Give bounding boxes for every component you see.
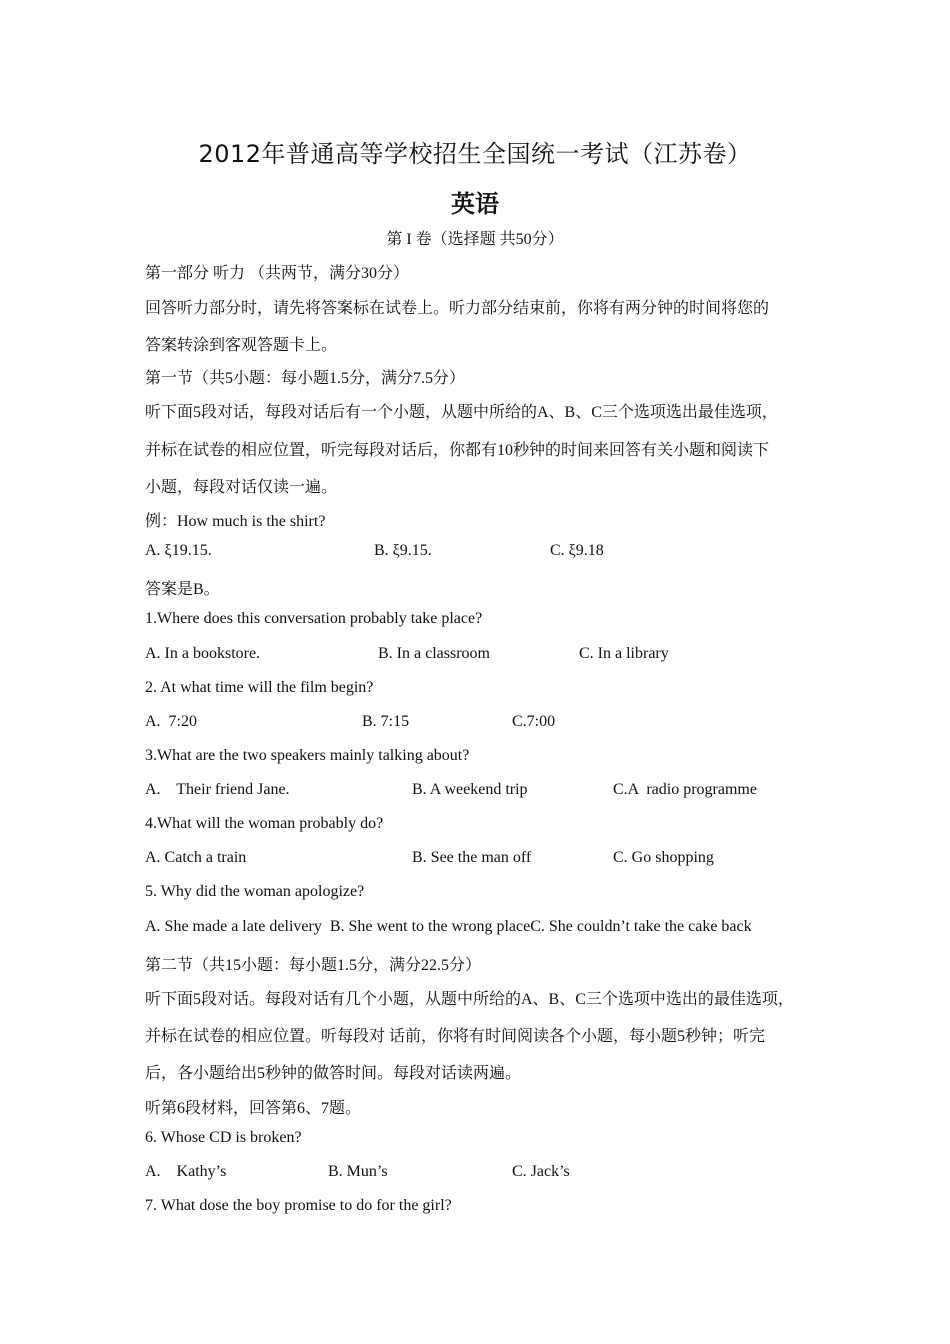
question-3-option-a: A. Their friend Jane. bbox=[145, 781, 290, 798]
example-question: 例：How much is the shirt? bbox=[145, 513, 326, 530]
section2-instruction-line-2: 并标在试卷的相应位置。听每段对 话前，你将有时间阅读各个小题，每小题5秒钟；听完 bbox=[145, 1028, 766, 1045]
question-1-option-a: A. In a bookstore. bbox=[145, 645, 261, 662]
question-5-options: A. She made a late delivery B. She went to the wrong placeC. She couldn’t take the cake back bbox=[145, 918, 752, 935]
question-4-option-b: B. See the man off bbox=[412, 849, 532, 866]
section2-instruction-line-3: 后，各小题给出5秒钟的做答时间。每段对话读两遍。 bbox=[145, 1065, 522, 1082]
volume-heading: 第 I 卷（选择题 共50分） bbox=[386, 231, 564, 248]
section1-heading: 第一节（共5小题：每小题1.5分，满分7.5分） bbox=[145, 370, 466, 387]
question-4: 4.What will the woman probably do? bbox=[145, 815, 384, 832]
question-2-option-a: A. 7:20 bbox=[145, 713, 197, 730]
question-4-option-a: A. Catch a train bbox=[145, 849, 247, 866]
question-6-option-b: B. Mun’s bbox=[328, 1163, 388, 1180]
question-2: 2. At what time will the film begin? bbox=[145, 679, 374, 696]
exam-title: 2012年普通高等学校招生全国统一考试（江苏卷） bbox=[198, 140, 752, 168]
question-6: 6. Whose CD is broken? bbox=[145, 1129, 302, 1146]
question-7: 7. What dose the boy promise to do for the girl? bbox=[145, 1197, 452, 1214]
section1-instruction-line-3: 小题，每段对话仅读一遍。 bbox=[145, 479, 338, 496]
question-4-option-c: C. Go shopping bbox=[613, 849, 714, 866]
section1-instruction-line-2: 并标在试卷的相应位置，听完每段对话后，你都有10秒钟的时间来回答有关小题和阅读下 bbox=[145, 442, 770, 459]
example-option-b: B. ξ9.15. bbox=[374, 542, 432, 559]
question-3-option-b: B. A weekend trip bbox=[412, 781, 528, 798]
question-1-option-c: C. In a library bbox=[579, 645, 669, 662]
part1-instruction-line-2: 答案转涂到客观答题卡上。 bbox=[145, 337, 338, 354]
example-answer: 答案是B。 bbox=[145, 581, 220, 598]
question-2-option-b: B. 7:15 bbox=[362, 713, 410, 730]
section1-instruction-line-1: 听下面5段对话，每段对话后有一个小题，从题中所给的A、B、C三个选项选出最佳选项， bbox=[145, 404, 778, 421]
question-5: 5. Why did the woman apologize? bbox=[145, 883, 365, 900]
question-3: 3.What are the two speakers mainly talking about? bbox=[145, 747, 470, 764]
question-2-option-c: C.7:00 bbox=[512, 713, 556, 730]
example-option-c: C. ξ9.18 bbox=[550, 542, 604, 559]
section2-instruction-line-1: 听下面5段对话。每段对话有几个小题，从题中所给的A、B、C三个选项中选出的最佳选项， bbox=[145, 991, 794, 1008]
part1-heading: 第一部分 听力 （共两节，满分30分） bbox=[145, 265, 410, 282]
question-1: 1.Where does this conversation probably take place? bbox=[145, 610, 483, 627]
subject-title: 英语 bbox=[451, 190, 499, 218]
section2-heading: 第二节（共15小题：每小题1.5分，满分22.5分） bbox=[145, 957, 482, 974]
material-6-note: 听第6段材料，回答第6、7题。 bbox=[145, 1100, 362, 1117]
part1-instruction-line-1: 回答听力部分时，请先将答案标在试卷上。听力部分结束前，你将有两分钟的时间将您的 bbox=[145, 300, 770, 317]
question-6-option-a: A. Kathy’s bbox=[145, 1163, 227, 1180]
question-6-option-c: C. Jack’s bbox=[512, 1163, 570, 1180]
question-3-option-c: C.A radio programme bbox=[613, 781, 757, 798]
question-1-option-b: B. In a classroom bbox=[378, 645, 490, 662]
example-option-a: A. ξ19.15. bbox=[145, 542, 212, 559]
